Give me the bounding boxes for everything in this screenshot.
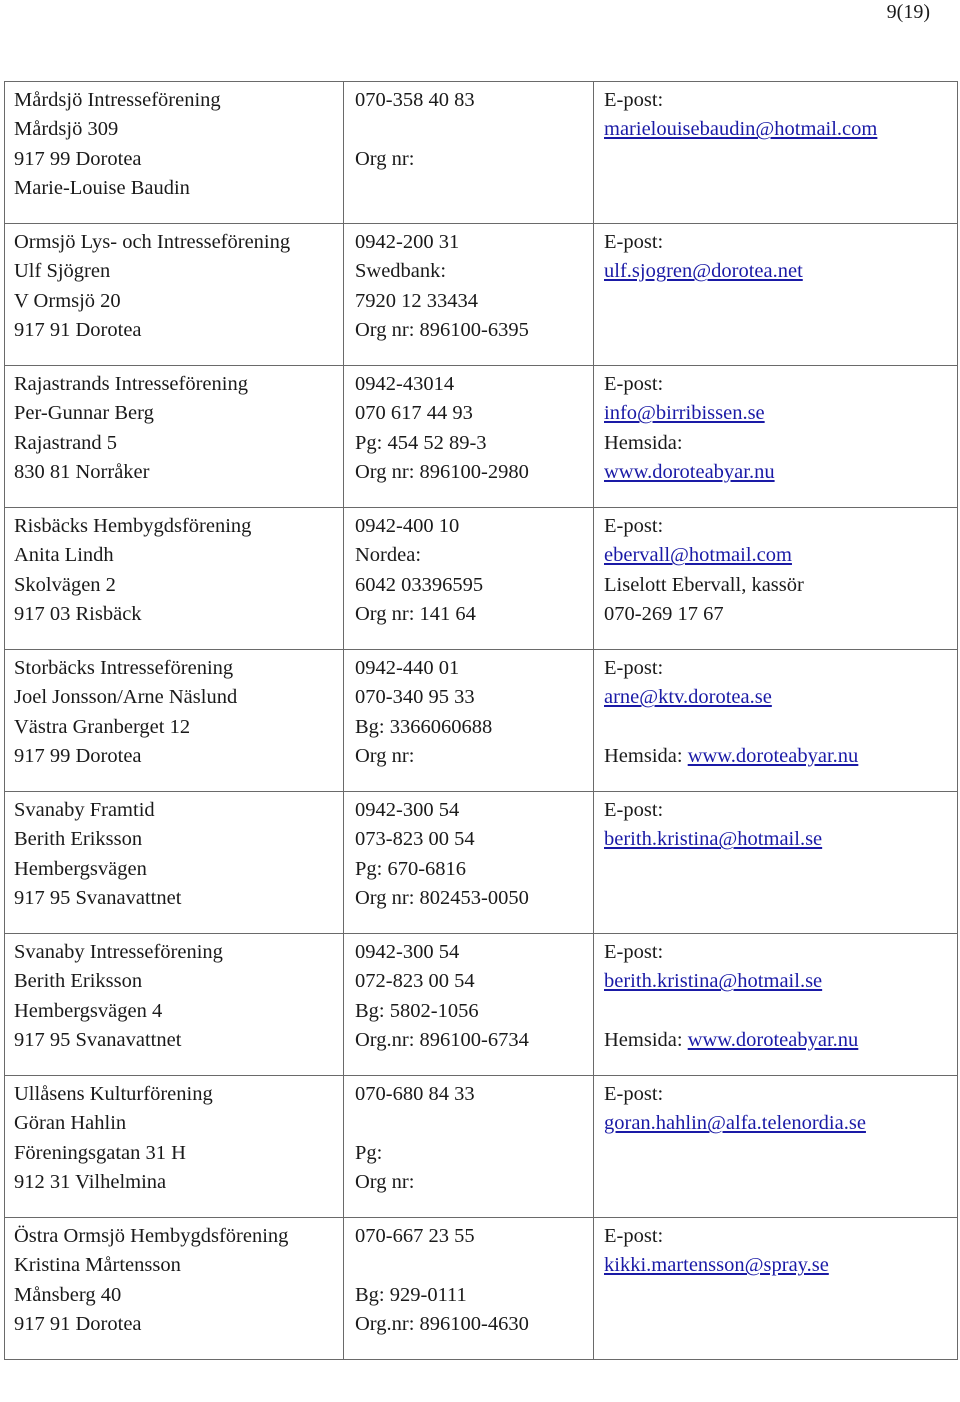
number-line: Bg: 3366060688 bbox=[355, 715, 493, 738]
address-line: Göran Hahlin bbox=[14, 1112, 127, 1135]
number-line: 0942-43014 bbox=[355, 373, 455, 395]
number-line: 6042 03396595 bbox=[355, 573, 484, 596]
address-line: Rajastrand 5 bbox=[14, 431, 118, 454]
number-line: 0942-400 10 bbox=[355, 515, 460, 537]
association-row bbox=[5, 1218, 958, 1360]
number-line: 072-823 00 54 bbox=[355, 970, 475, 993]
contact-label: E-post: bbox=[604, 231, 664, 253]
contact-line bbox=[604, 654, 957, 683]
association-row bbox=[5, 650, 958, 792]
page-number: 9(19) bbox=[886, 1, 930, 23]
address-line: 917 99 Dorotea bbox=[14, 147, 142, 170]
address-line: Berith Eriksson bbox=[14, 828, 143, 851]
number-line: Org nr: bbox=[355, 744, 415, 767]
association-name: Risbäcks Hembygdsförening bbox=[14, 515, 252, 537]
email-link[interactable]: kikki.martensson@spray.se bbox=[604, 1254, 829, 1277]
association-name: Mårdsjö Intresseförening bbox=[14, 89, 221, 111]
number-line: Bg: 5802-1056 bbox=[355, 999, 479, 1022]
association-row bbox=[5, 82, 958, 224]
association-name: Svanaby Framtid bbox=[14, 799, 155, 821]
contact-line bbox=[604, 458, 957, 487]
association-numbers-cell bbox=[344, 1218, 594, 1360]
contact-line bbox=[604, 600, 957, 629]
number-line: Org nr: bbox=[355, 147, 415, 170]
association-numbers-cell bbox=[344, 792, 594, 934]
association-name: Ullåsens Kulturförening bbox=[14, 1083, 213, 1105]
association-name: Östra Ormsjö Hembygdsförening bbox=[14, 1225, 289, 1247]
contact-line bbox=[604, 541, 957, 570]
association-address-cell bbox=[5, 792, 344, 934]
address-line: 917 95 Svanavattnet bbox=[14, 886, 182, 909]
contact-line bbox=[604, 370, 957, 399]
association-numbers-cell bbox=[344, 224, 594, 366]
association-directory-table bbox=[4, 81, 958, 1360]
number-line: 070-680 84 33 bbox=[355, 1083, 475, 1105]
address-line: Per-Gunnar Berg bbox=[14, 402, 154, 425]
association-contact-cell bbox=[594, 792, 958, 934]
number-line: 070 617 44 93 bbox=[355, 402, 473, 425]
association-address-cell bbox=[5, 224, 344, 366]
association-address-cell bbox=[5, 1218, 344, 1360]
email-link[interactable]: ebervall@hotmail.com bbox=[604, 544, 792, 567]
address-line: 917 03 Risbäck bbox=[14, 602, 142, 625]
number-line: Org nr: 141 64 bbox=[355, 602, 476, 625]
number-line: 0942-300 54 bbox=[355, 941, 460, 963]
contact-label: E-post: bbox=[604, 657, 664, 679]
association-row bbox=[5, 508, 958, 650]
contact-label: E-post: bbox=[604, 1083, 664, 1105]
contact-line bbox=[604, 512, 957, 541]
number-line: 0942-200 31 bbox=[355, 231, 460, 253]
contact-label: 070-269 17 67 bbox=[604, 602, 724, 625]
contact-label: E-post: bbox=[604, 515, 664, 537]
association-row bbox=[5, 366, 958, 508]
address-line: Ulf Sjögren bbox=[14, 260, 111, 283]
association-numbers-cell bbox=[344, 650, 594, 792]
association-address-cell bbox=[5, 508, 344, 650]
association-name: Rajastrands Intresseförening bbox=[14, 373, 248, 395]
address-line: Månsberg 40 bbox=[14, 1283, 122, 1306]
association-address-cell bbox=[5, 650, 344, 792]
address-line: Marie-Louise Baudin bbox=[14, 176, 190, 199]
number-line: 0942-440 01 bbox=[355, 657, 460, 679]
association-numbers-cell bbox=[344, 1076, 594, 1218]
contact-line bbox=[604, 1109, 957, 1138]
association-numbers-cell bbox=[344, 366, 594, 508]
association-row bbox=[5, 224, 958, 366]
association-contact-cell bbox=[594, 650, 958, 792]
email-link[interactable]: goran.hahlin@alfa.telenordia.se bbox=[604, 1112, 866, 1135]
number-line: Nordea: bbox=[355, 544, 422, 567]
address-line: Anita Lindh bbox=[14, 544, 114, 567]
contact-line bbox=[604, 257, 957, 286]
contact-line bbox=[604, 967, 957, 996]
email-link[interactable]: marielouisebaudin@hotmail.com bbox=[604, 118, 878, 141]
address-line: Skolvägen 2 bbox=[14, 573, 116, 596]
address-line: Berith Eriksson bbox=[14, 970, 143, 993]
contact-label: Hemsida: bbox=[604, 1028, 688, 1051]
number-line: 070-358 40 83 bbox=[355, 89, 475, 111]
number-line bbox=[355, 1109, 593, 1138]
association-row bbox=[5, 1076, 958, 1218]
address-line: 917 91 Dorotea bbox=[14, 318, 142, 341]
contact-line bbox=[604, 86, 957, 115]
contact-line bbox=[604, 796, 957, 825]
number-line bbox=[355, 1251, 593, 1280]
email-link[interactable]: arne@ktv.dorotea.se bbox=[604, 686, 772, 709]
number-line: Org nr: 896100-6395 bbox=[355, 318, 529, 341]
number-line: Org.nr: 896100-6734 bbox=[355, 1028, 529, 1051]
contact-line bbox=[604, 571, 957, 600]
number-line: 070-340 95 33 bbox=[355, 686, 475, 709]
association-name: Svanaby Intresseförening bbox=[14, 941, 223, 963]
association-numbers-cell bbox=[344, 508, 594, 650]
number-line: 7920 12 33434 bbox=[355, 289, 478, 312]
address-line: Joel Jonsson/Arne Näslund bbox=[14, 686, 238, 709]
address-line: Hembergsvägen bbox=[14, 857, 147, 880]
association-contact-cell bbox=[594, 82, 958, 224]
association-contact-cell bbox=[594, 1218, 958, 1360]
number-line: Pg: 454 52 89-3 bbox=[355, 431, 487, 454]
association-row bbox=[5, 934, 958, 1076]
address-line: Västra Granberget 12 bbox=[14, 715, 191, 738]
contact-line bbox=[604, 1251, 957, 1280]
number-line: 0942-300 54 bbox=[355, 799, 460, 821]
address-line: 912 31 Vilhelmina bbox=[14, 1170, 167, 1193]
number-line: Org.nr: 896100-4630 bbox=[355, 1312, 529, 1335]
association-directory-body bbox=[5, 82, 958, 1360]
number-line: Org nr: bbox=[355, 1170, 415, 1193]
contact-line bbox=[604, 228, 957, 257]
address-line: 917 91 Dorotea bbox=[14, 1312, 142, 1335]
website-link[interactable]: www.doroteabyar.nu bbox=[687, 1028, 859, 1051]
contact-label: E-post: bbox=[604, 89, 664, 111]
number-line bbox=[355, 174, 593, 203]
address-line: 917 95 Svanavattnet bbox=[14, 1028, 182, 1051]
contact-label: E-post: bbox=[604, 799, 664, 821]
contact-line bbox=[604, 1080, 957, 1109]
contact-line bbox=[604, 115, 957, 144]
number-line: 073-823 00 54 bbox=[355, 828, 475, 851]
number-line: 070-667 23 55 bbox=[355, 1225, 475, 1247]
association-address-cell bbox=[5, 82, 344, 224]
association-contact-cell bbox=[594, 1076, 958, 1218]
email-link[interactable]: berith.kristina@hotmail.se bbox=[604, 970, 823, 993]
email-link[interactable]: info@birribissen.se bbox=[604, 402, 765, 425]
website-link[interactable]: www.doroteabyar.nu bbox=[604, 460, 775, 483]
number-line: Swedbank: bbox=[355, 260, 447, 283]
association-contact-cell bbox=[594, 224, 958, 366]
association-address-cell bbox=[5, 934, 344, 1076]
contact-line bbox=[604, 742, 957, 771]
contact-line bbox=[604, 713, 957, 742]
email-link[interactable]: berith.kristina@hotmail.se bbox=[604, 828, 823, 851]
number-line: Org nr: 802453-0050 bbox=[355, 886, 529, 909]
association-name: Ormsjö Lys- och Intresseförening bbox=[14, 231, 291, 253]
contact-line bbox=[604, 1026, 957, 1055]
contact-label: E-post: bbox=[604, 941, 664, 963]
number-line: Org nr: 896100-2980 bbox=[355, 460, 529, 483]
contact-label: E-post: bbox=[604, 373, 664, 395]
contact-line bbox=[604, 399, 957, 428]
association-numbers-cell bbox=[344, 934, 594, 1076]
contact-line bbox=[604, 997, 957, 1026]
number-line: Pg: bbox=[355, 1141, 383, 1164]
contact-line bbox=[604, 683, 957, 712]
contact-label: Hemsida: bbox=[604, 744, 688, 767]
contact-label: Liselott Ebervall, kassör bbox=[604, 573, 804, 596]
association-address-cell bbox=[5, 366, 344, 508]
contact-label: E-post: bbox=[604, 1225, 664, 1247]
association-numbers-cell bbox=[344, 82, 594, 224]
number-line: Pg: 670-6816 bbox=[355, 857, 467, 880]
association-row bbox=[5, 792, 958, 934]
address-line: Föreningsgatan 31 H bbox=[14, 1141, 186, 1164]
address-line: 830 81 Norråker bbox=[14, 460, 150, 483]
association-contact-cell bbox=[594, 366, 958, 508]
email-link[interactable]: ulf.sjogren@dorotea.net bbox=[604, 260, 803, 283]
number-line: Bg: 929-0111 bbox=[355, 1283, 467, 1306]
contact-line bbox=[604, 429, 957, 458]
address-line: Hembergsvägen 4 bbox=[14, 999, 163, 1022]
address-line: V Ormsjö 20 bbox=[14, 289, 121, 312]
association-contact-cell bbox=[594, 934, 958, 1076]
number-line bbox=[355, 115, 593, 144]
address-line: Kristina Mårtensson bbox=[14, 1254, 181, 1277]
address-line: Mårdsjö 309 bbox=[14, 118, 119, 141]
contact-line bbox=[604, 938, 957, 967]
contact-label: Hemsida: bbox=[604, 431, 683, 454]
address-line: 917 99 Dorotea bbox=[14, 744, 142, 767]
association-contact-cell bbox=[594, 508, 958, 650]
contact-line bbox=[604, 1222, 957, 1251]
association-name: Storbäcks Intresseförening bbox=[14, 657, 234, 679]
association-address-cell bbox=[5, 1076, 344, 1218]
contact-line bbox=[604, 825, 957, 854]
website-link[interactable]: www.doroteabyar.nu bbox=[687, 744, 859, 767]
